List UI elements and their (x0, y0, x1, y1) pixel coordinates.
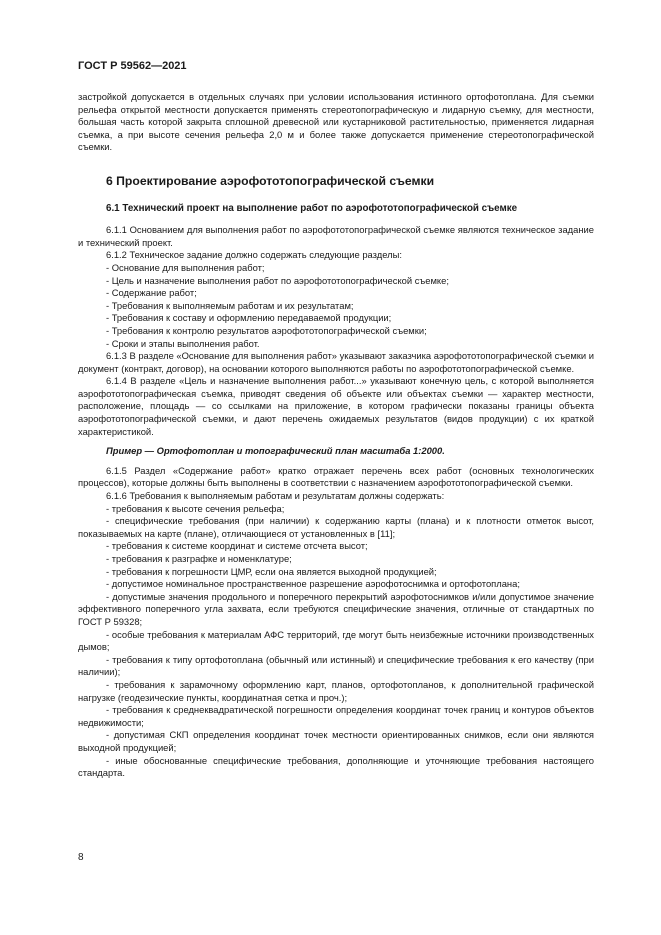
paragraph-6-1-2: 6.1.2 Техническое задание должно содержать следующие разделы: (106, 249, 402, 261)
list-item: - требования к разграфке и номенклатуре; (106, 553, 292, 564)
intro-paragraph: застройкой допускается в отдельных случаях при условии использования истинного ортофотоплана. Для съемки рельефа открытой местности допускается применять стереотопографическую и лидарную съемку, для местности, большая часть которой закрыта сплошной древесной или кустарниковой растительностью, применяется лидарная съемка, а при высоте сечения рельефа 2,0 м и более также допускается применение стереотопографической съемки. (78, 91, 594, 153)
page-number: 8 (78, 852, 84, 863)
section-6-heading: 6 Проектирование аэрофототопографической съемки (106, 173, 435, 188)
list-item: - иные обоснованные специфические требования, дополняющие и уточняющие требования настоящего стандарта. (78, 754, 594, 779)
list-item: - Содержание работ; (106, 287, 197, 299)
list-item: - требования к погрешности ЦМР, если она является выходной продукцией; (106, 565, 437, 577)
paragraph-6-1-6: 6.1.6 Требования к выполняемым работам и результатам должны содержать: (106, 490, 445, 502)
paragraph-6-1-5: 6.1.5 Раздел «Содержание работ» кратко отражает перечень всех работ (основных технологических процессов), которые должны быть выполнены в соответствии с назначением аэрофототопографической съемки. (78, 464, 594, 489)
list-item: - допустимое номинальное пространственное разрешение аэрофотоснимка и ортофотоплана; (106, 578, 520, 590)
list-item: - Сроки и этапы выполнения работ. (106, 337, 260, 349)
list-item: - Основание для выполнения работ; (106, 261, 265, 273)
paragraph-6-1-1: 6.1.1 Основанием для выполнения работ по аэрофототопографической съемке являются техническое задание и технический проект. (78, 224, 594, 248)
list-item: - требования к типу ортофотоплана (обычный или истинный) и специфические требования к его качеству (при наличии); (78, 653, 594, 678)
list-item: - требования к зарамочному оформлению карт, планов, ортофотопланов, к дополнительной графической нагрузке (геодезические пункты, координатная сетка и проч.); (78, 678, 594, 703)
document-code-header: ГОСТ Р 59562—2021 (78, 60, 187, 72)
list-item: - особые требования к материалам АФС территорий, где могут быть неизбежные источники производственных дымов; (78, 628, 594, 653)
list-item: - Требования к контролю результатов аэрофототопографической съемки; (106, 324, 427, 336)
list-item: - специфические требования (при наличии) к содержанию карты (плана) и к плотности отметок высот, показываемых на карте (плане), отличающиеся от установленных в [11]; (78, 515, 594, 539)
list-6-1-2 (78, 262, 594, 350)
paragraph-6-1-3: 6.1.3 В разделе «Основание для выполнения работ» указывают заказчика аэрофототопографической съемки и документ (контракт, договор), на основании которого выполняются работы по аэрофототопографической съемке. (78, 350, 594, 374)
list-item: - Требования к составу и оформлению передаваемой продукции; (106, 312, 392, 324)
paragraph-6-1-4: 6.1.4 В разделе «Цель и назначение выполнения работ...» указывают конечную цель, с которой выполняется аэрофототопографическая съемка, приводят сведения об объекте или объектах съемки — характер местности, расположение, площадь — со ссылками на приложение, в котором графически показаны границы объекта аэрофототопографической съемки, и дают перечень ожидаемых результатов (видов продукции) с их краткой характеристикой. (78, 375, 594, 437)
list-item: - Цель и назначение выполнения работ по аэрофототопографической съемке; (106, 274, 449, 286)
list-6-1-6 (78, 503, 594, 780)
page-content (78, 91, 594, 780)
list-item: - требования к среднеквадратической погрешности определения координат точек границ и контуров объектов недвижимости; (78, 704, 594, 728)
list-item: - допустимые значения продольного и поперечного перекрытий аэрофотоснимков и/или допустимое значение эффективного поперечного угла захвата, если требуются специфические значения, отличные от стандартных по ГОСТ Р 59328; (78, 590, 594, 627)
list-item: - допустимая СКП определения координат точек местности ориентированных снимков, если они являются выходной продукцией; (78, 729, 594, 753)
list-item: - требования к высоте сечения рельефа; (106, 502, 285, 514)
example-note: Пример — Ортофотоплан и топографический план масштаба 1:2000. (106, 445, 445, 457)
section-6-1-heading: 6.1 Технический проект на выполнение работ по аэрофототопографической съемке (106, 202, 518, 214)
list-item: - требования к системе координат и системе отсчета высот; (106, 540, 368, 552)
list-item: - Требования к выполняемым работам и их результатам; (106, 299, 354, 311)
